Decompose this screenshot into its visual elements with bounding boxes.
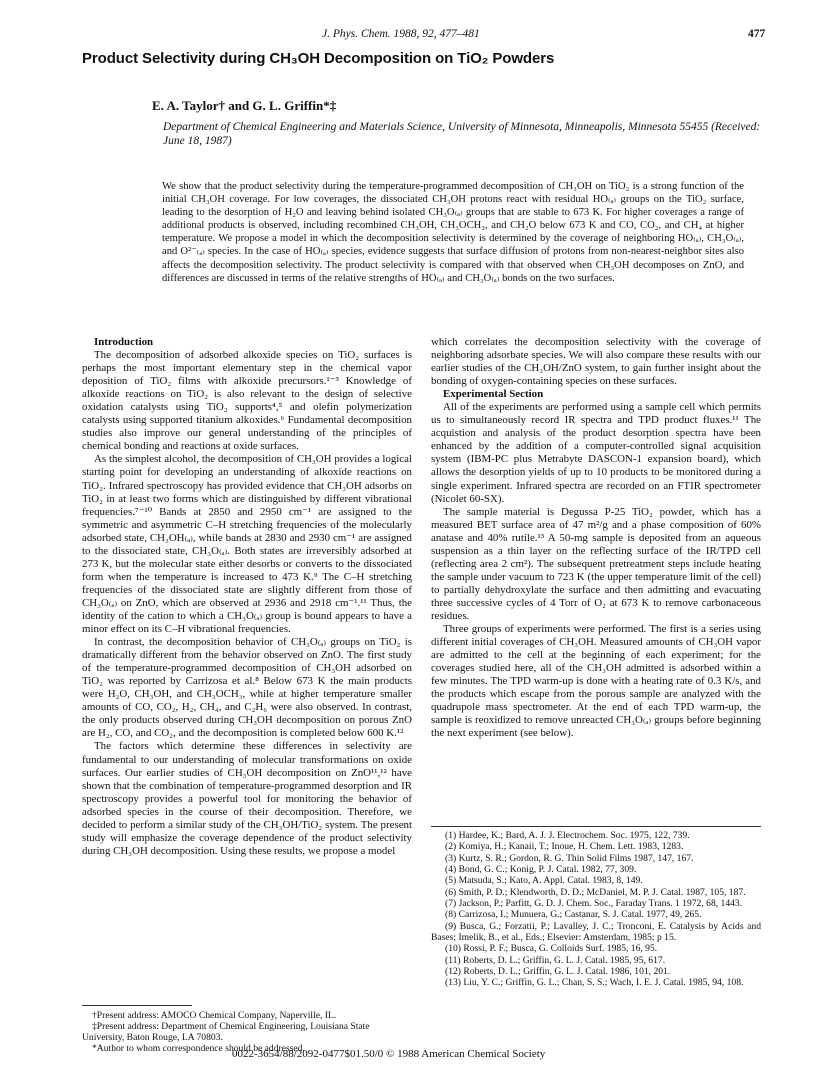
intro-paragraph-1: The decomposition of adsorbed alkoxide species on TiO₂ surfaces is perhaps the most important elementary step in the chemical vapor deposition of TiO₂ films with alkoxide precursors.¹⁻³ Knowledge of alkoxide reactions on TiO₂ is also relevant to the design of selective oxidation catalysts using TiO₂ supports⁴,⁵ and olefin polymerization catalysts using supported titanium alkoxides.⁶ Fundamental decomposition studies also improve our general understanding of the principles of chemical bonding and reactions at oxide surfaces. [82, 349, 412, 453]
right-column [431, 336, 761, 740]
intro-paragraph-4: The factors which determine these differences in selectivity are fundamental to our understanding of molecular transformations on oxide surfaces. Our earlier studies of CH₃OH decomposition on ZnO¹¹,¹² have shown that the combination of temperature-programmed desorption and IR spectroscopy provides a powerful tool for monitoring the behavior of adsorbed species in the course of their decomposition. Therefore, we decided to perform a similar study of the CH₃OH/TiO₂ system. The present study will emphasize the coverage dependence of the product selectivity during CH₃OH decomposition. Using these results, we propose a model [82, 740, 412, 857]
footnote-item: *Author to whom correspondence should be addressed. [92, 1043, 305, 1054]
author-affiliation: Department of Chemical Engineering and Materials Science, University of Minnesota, Minneapolis, Minnesota 55455 (Received: June 18, 1987) [163, 121, 761, 147]
article-title: Product Selectivity during CH₃OH Decomposition on TiO₂ Powders [82, 50, 555, 67]
reference-item: (10) Rossi, P. F.; Busca, G. Colloids Surf. 1985, 16, 95. [445, 943, 658, 955]
reference-item: (11) Roberts, D. L.; Griffin, G. L. J. Catal. 1985, 95, 617. [445, 954, 666, 966]
reference-item: (7) Jackson, P.; Parfitt, G. D. J. Chem. Soc., Faraday Trans. 1 1972, 68, 1443. [445, 898, 743, 910]
introduction-heading: Introduction [94, 336, 154, 348]
reference-item: (6) Smith, P. D.; Klendworth, D. D.; McDaniel, M. P. J. Catal. 1987, 105, 187. [445, 886, 746, 898]
intro-paragraph-2: As the simplest alcohol, the decomposition of CH₃OH provides a logical starting point for developing an understanding of alkoxide reactions on TiO₂. Infrared spectroscopy has provided evidence that CH₃OH adsorbs on TiO₂ in at least two forms which are distinguished by different vibrational frequencies.⁷⁻¹⁰ Bands at 2850 and 2950 cm⁻¹ are assigned to the symmetric and asymmetric C–H stretching frequencies of the molecularly adsorbed state, CH₃OH₍ₐ₎, while bands at 2830 and 2930 cm⁻¹ are assigned to the dissociated state, CH₃O₍ₐ₎. Both states are irreversibly adsorbed at 273 K, but the molecular state either desorbs or converts to the dissociated form when the temperature is increased to 473 K.⁹ The C–H stretching frequencies of the dissociated state are slightly different from those of CH₃O₍ₐ₎ on ZnO, which are observed at 2936 and 2918 cm⁻¹.¹¹ Thus, the identity of the cation to which a CH₃O₍ₐ₎ group is bound appears to have a minor effect on its C–H vibrational frequencies. [82, 453, 412, 636]
abstract: We show that the product selectivity during the temperature-programmed decomposition of CH₃OH on TiO₂ is a strong function of the initial CH₃OH coverage. For low coverages, the dissociated CH₃OH protons react with residual HO₍ₐ₎ groups on the TiO₂ surface, leading to the desorption of H₂O and leaving behind isolated CH₃O₍ₐ₎ groups that are stable to 673 K. For higher coverages a range of additional products is observed, including recombined CH₃OH, CH₃OCH₃, and CH₂O below 673 K and CO, CO₂, and CH₄ at higher temperature. We propose a model in which the decomposition selectivity is determined by the coverage of neighboring HO₍ₐ₎, CH₃O₍ₐ₎, and O²⁻₍ₐ₎ species. In the case of HO₍ₐ₎ species, evidence suggests that surface diffusion of protons from non-nearest-neighbor sites also affects the decomposition selectivity. The product selectivity is compared with that observed when CH₃OH decomposes on ZnO, and differences are discussed in terms of the relative strengths of HO₍ₐ₎ and CH₃O₍ₐ₎ bonds on the two surfaces. [162, 181, 744, 284]
intro-continuation: which correlates the decomposition selectivity with the coverage of neighboring adsorbate species. We will also compare these results with our earlier studies of the CH₃OH/ZnO system, to gain further insight about the bonding of oxygen-containing species on these surfaces. [431, 336, 761, 388]
references-divider [431, 826, 761, 827]
page-number: 477 [748, 28, 766, 40]
reference-item: (12) Roberts, D. L.; Griffin, G. L. J. Catal. 1986, 101, 201. [445, 966, 671, 978]
reference-item: (3) Kurtz, S. R.; Gordon, R. G. Thin Solid Films 1987, 147, 167. [445, 852, 694, 864]
copyright-line: 0022-3654/88/2092-0477$01.50/0 © 1988 American Chemical Society [232, 1048, 546, 1060]
journal-citation: J. Phys. Chem. 1988, 92, 477–481 [322, 28, 480, 40]
footnote-divider [82, 1005, 192, 1006]
reference-item: (9) Busca, G.; Forzatii, P.; Lavalley, J. C.; Tronconi, E. Catalysis by Acids and Bases; Imelik, B., et al., Eds.; Elsevier: Amsterdam, 1985; p 15. [431, 920, 761, 944]
experimental-heading: Experimental Section [443, 388, 544, 401]
left-column [82, 336, 412, 858]
reference-item: (8) Carrizosa, I.; Munuera, G.; Castanar, S. J. Catal. 1977, 49, 265. [445, 909, 702, 921]
references-list [431, 830, 761, 989]
experimental-paragraph-2: The sample material is Degussa P-25 TiO₂ powder, which has a measured BET surface area of 47 m²/g and a phase composition of 60% anatase and 40% rutile.¹³ A 50-mg sample is deposited from an aqueous suspension as a thin layer on the reflecting surface of the IR/TPD cell (reflecting area 2 cm²). The subsequent pretreatment steps include heating the sample under vacuum to 723 K (the upper temperature limit of the cell) to partially dehydroxylate the surface and then admitting and evacuating three successive cycles of 4 Torr of O₂ at 673 K to remove carbonaceous residues. [431, 505, 761, 622]
reference-item: (13) Liu, Y. C.; Griffin, G. L.; Chan, S. S.; Wach, I. E. J. Catal. 1985, 94, 108. [445, 977, 744, 989]
reference-item: (4) Bond, G. C.; Konig, P. J. Catal. 1982, 77, 309. [445, 864, 637, 876]
reference-item: (5) Matsuda, S.; Kato, A. Appl. Catal. 1983, 8, 149. [445, 875, 643, 887]
footnote-item: ‡Present address: Department of Chemical Engineering, Louisiana State University, Baton Rouge, LA 70803. [82, 1021, 370, 1043]
footnote-item: †Present address: AMOCO Chemical Company, Naperville, IL. [92, 1010, 337, 1021]
intro-paragraph-3: In contrast, the decomposition behavior of CH₃O₍ₐ₎ groups on TiO₂ is dramatically different from the behavior observed on ZnO. The first study of the temperature-programmed decomposition of CH₃OH adsorbed on TiO₂ was reported by Carrizosa et al.⁸ Below 673 K the main products were H₂O, CH₃OH, and CH₃OCH₃, while at higher temperature smaller amounts of CO, CO₂, H₂, CH₄, and C₂H₆ were also observed. In contrast, the only products observed during CH₃OH decomposition on porous ZnO are H₂, CO, and CO₂, and the decomposition is completed below 600 K.¹² [82, 636, 412, 740]
experimental-paragraph-1: All of the experiments are performed using a sample cell which permits us to simultaneously record IR spectra and TPD product fluxes.¹¹ The acquistion and analysis of the product desorption spectra have been enhanced by the addition of a computer-controlled signal acquisition system (IBM-PC plus Metrabyte DASCON-1 expansion board), which allows the desorption yields of up to 10 products to be monitored during a single experiment. Infrared spectra are recorded on an FTIR spectrometer (Nicolet 60-SX). [431, 401, 761, 505]
experimental-paragraph-3: Three groups of experiments were performed. The first is a series using different initial coverages of CH₃OH. Measured amounts of CH₃OH vapor are admitted to the cell at the beginning of each experiment; for the coverages studied here, all of the CH₃OH admitted is adsorbed within a few minutes. The TPD warm-up is done with a heating rate of 0.3 K/s, and the products which escape from the porous sample are analyzed with the quadrupole mass spectrometer. At the end of each TPD warm-up, the sample is reoxidized to remove unreacted CH₃O₍ₐ₎ groups before beginning the next experiment (see below). [431, 623, 761, 740]
article-authors: E. A. Taylor† and G. L. Griffin*‡ [152, 98, 337, 113]
reference-item: (1) Hardee, K.; Bard, A. J. J. Electrochem. Soc. 1975, 122, 739. [445, 830, 690, 841]
reference-item: (2) Komiya, H.; Kanaii, T.; Inoue, H. Chem. Lett. 1983, 1283. [445, 841, 684, 853]
